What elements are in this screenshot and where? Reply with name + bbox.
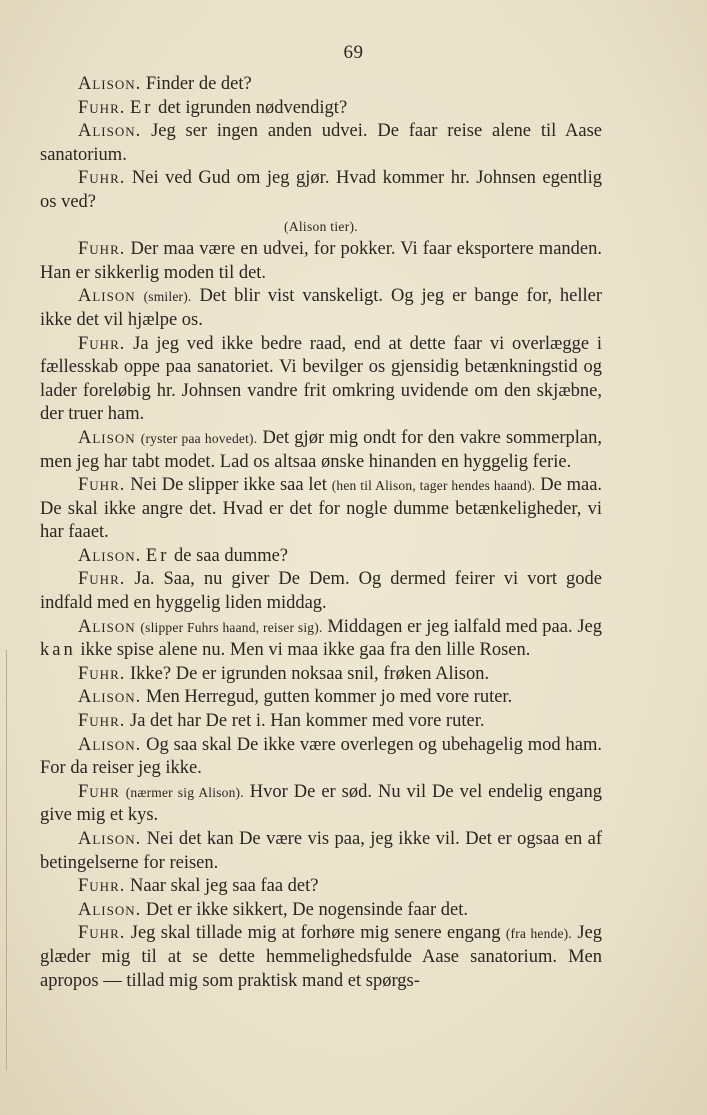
spaced-word: Er bbox=[130, 97, 154, 118]
line-text: Ja jeg ved ikke bedre raad, end at dette faar vi overlægge i fællesskab oppe paa sanatoriet. Vi bevilger os gjensidig betænkningstid og lader foreløbig hr. Johnsen vandre frit omkring uvidende om den skjæbne, der truer ham. bbox=[40, 333, 602, 425]
speaker-name: Fuhr. bbox=[78, 923, 126, 944]
line-text: Hvor De er sød. Nu vil De vel endelig engang give mig et kys. bbox=[40, 781, 603, 826]
stage-direction: (Alison tier). bbox=[284, 218, 358, 234]
speaker-name: Fuhr bbox=[78, 781, 120, 802]
line-text: Ikke? De er igrunden noksaa snil, frøken Alison. bbox=[130, 663, 490, 684]
line-text: Det gjør mig ondt for den vakre sommerplan, men jeg har tabt modet. Lad os altsaa ønske hinanden en hyggelig ferie. bbox=[40, 427, 603, 472]
line-text: Men Herregud, gutten kommer jo med vore ruter. bbox=[145, 687, 513, 708]
line-text: Nei det kan De være vis paa, jeg ikke vil. Det er ogsaa en af betingelserne for reisen. bbox=[40, 829, 603, 873]
speaker-name: Alison. bbox=[78, 121, 142, 142]
line-text: Jeg skal tillade mig at forhøre mig senere engang bbox=[130, 923, 501, 944]
speaker-name: Fuhr. bbox=[78, 876, 126, 897]
speaker-name: Alison bbox=[78, 286, 136, 307]
line-text: Det blir vist vanskeligt. Og jeg er bange for, heller ikke det vil hjælpe os. bbox=[40, 286, 602, 330]
stage-direction: (ryster paa hovedet). bbox=[140, 430, 258, 446]
line-text: Og saa skal De ikke være overlegen og ubehagelig mod ham. For da reiser jeg ikke. bbox=[40, 734, 602, 779]
line-text: det igrunden nødvendigt? bbox=[158, 97, 348, 118]
speaker-name: Fuhr. bbox=[78, 663, 126, 684]
dialogue-line bbox=[40, 427, 602, 474]
speaker-name: Fuhr. bbox=[78, 569, 126, 590]
speaker-name: Fuhr. bbox=[78, 97, 126, 118]
speaker-name: Alison. bbox=[78, 734, 142, 755]
stage-direction: (hen til Alison, tager hendes haand). bbox=[331, 478, 536, 494]
dialogue-line bbox=[40, 167, 602, 214]
line-text: Nei ved Gud om jeg gjør. Hvad kommer hr. Johnsen egentlig os ved? bbox=[40, 168, 603, 212]
stage-direction: (nærmer sig Alison). bbox=[125, 784, 244, 800]
dialogue-line bbox=[40, 875, 602, 899]
stage-direction: (fra hende). bbox=[505, 926, 572, 942]
dialogue-line bbox=[40, 285, 602, 332]
line-text: Naar skal jeg saa faa det? bbox=[130, 876, 319, 897]
dialogue-line bbox=[40, 545, 602, 569]
dialogue-line bbox=[40, 922, 602, 993]
speaker-name: Alison. bbox=[78, 899, 142, 920]
line-text: Finder de det? bbox=[145, 74, 252, 94]
dialogue-text bbox=[40, 73, 602, 993]
speaker-name: Fuhr. bbox=[78, 711, 126, 732]
dialogue-line bbox=[40, 97, 602, 121]
speaker-name: Alison bbox=[78, 427, 136, 448]
line-text: Det er ikke sikkert, De nogensinde faar det. bbox=[145, 899, 468, 920]
spaced-word: Er bbox=[145, 545, 170, 566]
line-text: Nei De slipper ikke saa let bbox=[130, 475, 327, 496]
dialogue-line bbox=[40, 474, 602, 545]
speaker-name: Fuhr. bbox=[78, 475, 126, 496]
line-text: Jeg ser ingen anden udvei. De faar reise alene til Aase sanatorium. bbox=[40, 121, 603, 165]
dialogue-line bbox=[40, 828, 602, 875]
dialogue-line bbox=[40, 73, 602, 97]
speaker-name: Alison. bbox=[78, 545, 142, 566]
speaker-name: Fuhr. bbox=[78, 239, 126, 260]
speaker-name: Alison bbox=[78, 616, 136, 637]
line-text-continued: De maa. De skal ikke angre det. Hvad er det for nogle dumme betænkeligheder, vi har faaet. bbox=[40, 475, 603, 543]
page-number: 69 bbox=[343, 42, 364, 63]
dialogue-line bbox=[40, 734, 602, 781]
dialogue-line bbox=[40, 781, 602, 828]
stage-direction: (smiler). bbox=[143, 289, 192, 305]
dialogue-line bbox=[40, 238, 602, 285]
dialogue-line bbox=[40, 899, 602, 923]
dialogue-line bbox=[40, 686, 602, 710]
speaker-name: Fuhr. bbox=[78, 168, 126, 189]
line-text: Middagen er jeg ialfald med paa. Jeg bbox=[327, 616, 603, 637]
speaker-name: Fuhr. bbox=[78, 333, 126, 354]
line-text-continued: ikke spise alene nu. Men vi maa ikke gaa fra den lille Rosen. bbox=[80, 640, 531, 661]
speaker-name: Alison. bbox=[78, 829, 142, 849]
speaker-name: Alison. bbox=[78, 74, 142, 94]
line-text-continued: Jeg glæder mig til at se dette hemmelighedsfulde Aase sanatorium. Men apropos — tillad mig som praktisk mand et spørgs- bbox=[40, 923, 602, 991]
dialogue-line bbox=[40, 663, 602, 687]
stage-direction: (slipper Fuhrs haand, reiser sig). bbox=[140, 619, 323, 635]
dialogue-line bbox=[40, 568, 602, 615]
dialogue-line bbox=[40, 616, 602, 663]
line-text: Ja. Saa, nu giver De Dem. Og dermed feirer vi vort gode indfald med en hyggelig liden middag. bbox=[40, 569, 602, 614]
spaced-word: kan bbox=[40, 640, 76, 661]
speaker-name: Alison. bbox=[78, 687, 142, 708]
line-text: de saa dumme? bbox=[173, 545, 289, 566]
dialogue-line bbox=[40, 120, 602, 167]
dialogue-line bbox=[40, 333, 602, 427]
line-text: Ja det har De ret i. Han kommer med vore ruter. bbox=[130, 711, 485, 732]
dialogue-line bbox=[40, 710, 602, 734]
line-text: Der maa være en udvei, for pokker. Vi faar eksportere manden. Han er sikkerlig moden til det. bbox=[40, 239, 602, 283]
page-edge-mark bbox=[6, 650, 7, 1070]
